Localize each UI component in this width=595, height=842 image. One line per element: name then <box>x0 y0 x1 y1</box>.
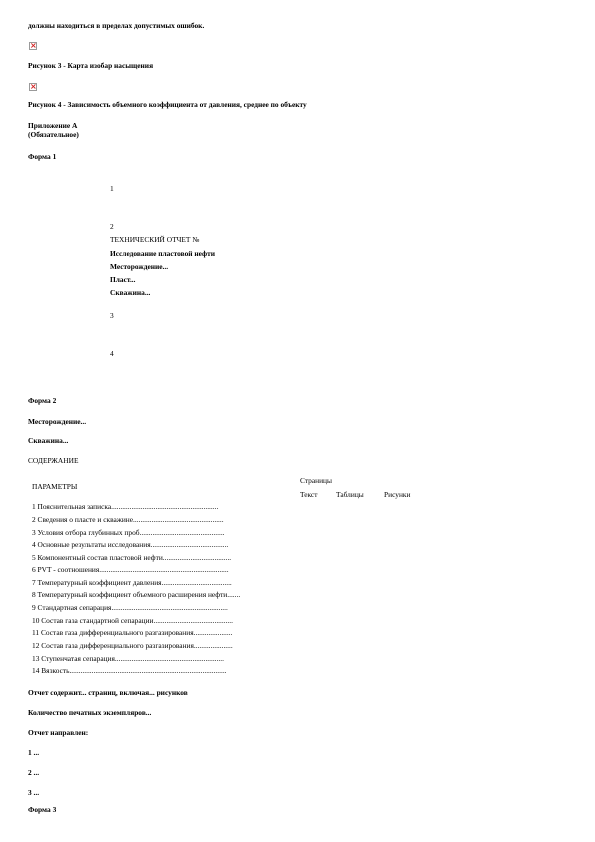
report-layer: Пласт... <box>110 275 136 284</box>
broken-image-icon <box>29 83 37 91</box>
report-field: Месторождение... <box>110 262 169 271</box>
broken-image-icon <box>29 42 37 50</box>
contents-item: 7 Температурный коэффициент давления...................................... <box>32 578 232 587</box>
params-header: ПАРАМЕТРЫ <box>32 482 78 491</box>
figure-3-caption: Рисунок 3 - Карта изобар насыщения <box>28 61 154 70</box>
report-subject: Исследование пластовой нефти <box>110 249 216 258</box>
subheader-text: Текст <box>300 490 318 499</box>
contents-item: 5 Компонентный состав пластовой нефти..................................... <box>32 553 232 562</box>
recipient-item: 2 ... <box>28 768 40 777</box>
contents-item: 13 Ступенчатая сепарация........................................................... <box>32 654 224 663</box>
printed-copies: Количество печатных экземпляров... <box>28 708 152 717</box>
pages-header: Страницы <box>300 476 332 485</box>
form-3-label: Форма 3 <box>28 805 57 814</box>
form-1-mark-4: 4 <box>110 349 114 358</box>
contents-item: 4 Основные результаты исследования.......................................... <box>32 540 229 549</box>
report-contains: Отчет содержит... страниц, включая... рисунков <box>28 688 188 697</box>
text-line-top: должны находиться в пределах допустимых ошибок. <box>28 21 205 30</box>
appendix-note: (Обязательное) <box>28 130 79 139</box>
report-well: Скважина... <box>110 288 151 297</box>
subheader-tables: Таблицы <box>336 490 364 499</box>
recipient-item: 1 ... <box>28 748 40 757</box>
form-1-mark-1: 1 <box>110 184 114 193</box>
contents-item: 8 Температурный коэффициент объемного расширения нефти....... <box>32 590 241 599</box>
recipient-item: 3 ... <box>28 788 40 797</box>
contents-item: 6 PVT - соотношения...................................................................... <box>32 565 229 574</box>
form-2-field: Месторождение... <box>28 417 87 426</box>
form-1-label: Форма 1 <box>28 152 57 161</box>
figure-4-caption: Рисунок 4 - Зависимость объемного коэффициента от давления, среднее по объекту <box>28 100 307 109</box>
contents-item: 11 Состав газа дифференциального разгазирования..................... <box>32 628 233 637</box>
form-2-well: Скважина... <box>28 436 69 445</box>
appendix-title: Приложение А <box>28 121 78 130</box>
contents-item: 2 Сведения о пласте и скважине................................................. <box>32 515 224 524</box>
contents-item: 1 Пояснительная записка.......................................................... <box>32 502 219 511</box>
form-2-label: Форма 2 <box>28 396 57 405</box>
subheader-figures: Рисунки <box>384 490 411 499</box>
contents-item: 10 Состав газа стандартной сепарации........................................... <box>32 616 233 625</box>
report-title: ТЕХНИЧЕСКИЙ ОТЧЕТ № <box>110 235 200 244</box>
form-1-mark-3: 3 <box>110 311 114 320</box>
contents-item: 12 Состав газа дифференциального разгазирования..................... <box>32 641 233 650</box>
form-1-mark-2: 2 <box>110 222 114 231</box>
report-sent-to: Отчет направлен: <box>28 728 89 737</box>
contents-item: 14 Вязкость..................................................................................... <box>32 666 227 675</box>
contents-item: 9 Стандартная сепарация............................................................... <box>32 603 228 612</box>
contents-title: СОДЕРЖАНИЕ <box>28 456 79 465</box>
contents-item: 3 Условия отбора глубинных проб.............................................. <box>32 528 225 537</box>
